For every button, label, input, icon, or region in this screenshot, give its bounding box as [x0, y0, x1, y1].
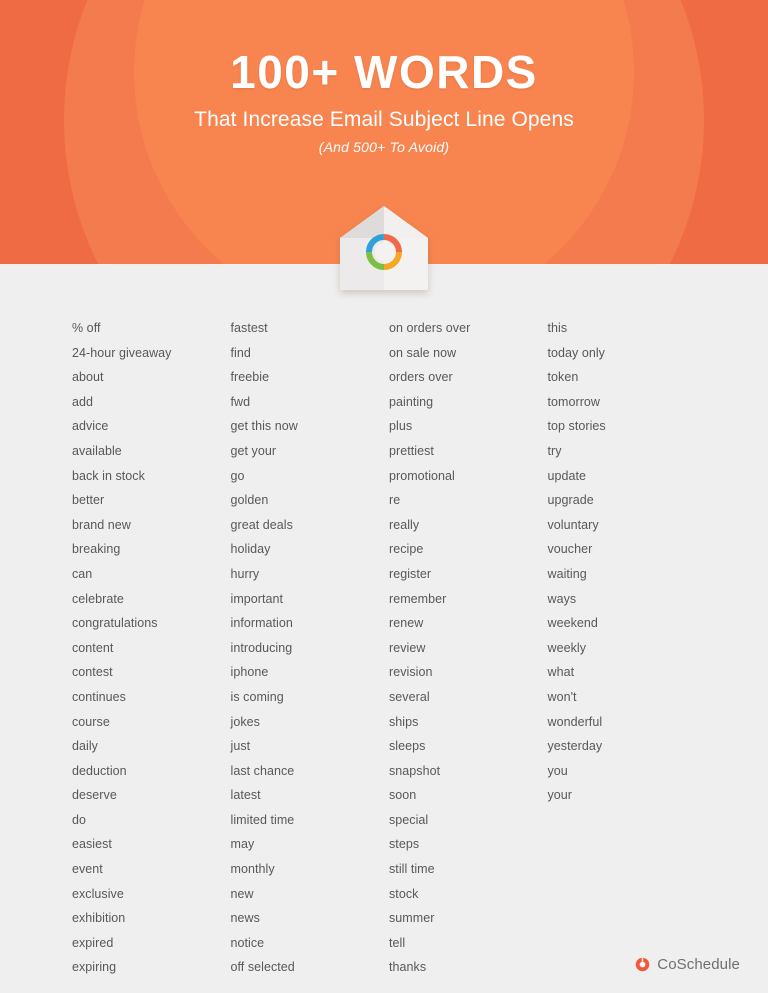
word-item: plus [389, 419, 413, 434]
page-title: 100+ WORDS [230, 46, 538, 98]
word-item: expired [72, 935, 114, 950]
word-item: just [230, 739, 251, 754]
word-item: golden [230, 493, 269, 508]
word-item: content [72, 640, 114, 655]
word-item: advice [72, 419, 109, 434]
word-item: deserve [72, 788, 117, 803]
word-item: course [72, 714, 110, 729]
word-item: still time [389, 862, 435, 877]
word-item: revision [389, 665, 433, 680]
word-item: promotional [389, 468, 455, 483]
word-item: this [547, 321, 568, 335]
word-item: ways [547, 591, 577, 606]
word-item: sleeps [389, 739, 426, 754]
word-item: 24-hour giveaway [72, 345, 172, 360]
word-item: update [547, 468, 587, 483]
footer-brand [635, 956, 740, 973]
word-item: wonderful [547, 714, 603, 729]
word-column-2 [231, 322, 390, 986]
word-item: great deals [230, 517, 293, 532]
word-item: waiting [547, 566, 587, 581]
word-item: yesterday [547, 739, 603, 754]
word-item: tell [389, 935, 406, 950]
word-item: you [547, 763, 568, 778]
word-item: about [72, 370, 104, 385]
word-item: really [389, 517, 420, 532]
word-item: won't [547, 689, 577, 704]
word-item: limited time [230, 812, 295, 827]
word-item: renew [389, 616, 424, 631]
word-item: news [230, 911, 260, 926]
word-item: today only [547, 345, 605, 360]
word-item: monthly [230, 862, 275, 877]
word-item: weekly [547, 640, 587, 655]
word-item: congratulations [72, 616, 158, 631]
word-item: may [230, 837, 255, 852]
word-item: summer [389, 911, 435, 926]
word-item: top stories [547, 419, 606, 434]
word-item: several [389, 689, 430, 704]
word-item: % off [72, 321, 101, 335]
word-item: introducing [230, 640, 293, 655]
word-column-1 [72, 322, 231, 986]
word-item: available [72, 443, 122, 458]
word-item: exhibition [72, 911, 126, 926]
word-item: your [547, 788, 573, 803]
word-item: soon [389, 788, 417, 803]
page-subtitle: That Increase Email Subject Line Opens [194, 108, 574, 132]
word-item: expiring [72, 960, 117, 975]
word-item: iphone [230, 665, 269, 680]
word-item: re [389, 493, 401, 508]
word-item: off selected [230, 960, 295, 975]
word-item: notice [230, 935, 265, 950]
word-item: ships [389, 714, 419, 729]
word-item: freebie [230, 370, 270, 385]
word-item: weekend [547, 616, 598, 631]
word-item: deduction [72, 763, 127, 778]
word-item: back in stock [72, 468, 145, 483]
word-list-section [0, 264, 768, 986]
word-item: new [230, 886, 254, 901]
word-item: register [389, 566, 432, 581]
word-item: stock [389, 886, 419, 901]
word-item: on sale now [389, 345, 457, 360]
word-item: last chance [230, 763, 295, 778]
word-item: get your [230, 443, 277, 458]
word-item: brand new [72, 517, 131, 532]
logo-badge [336, 200, 432, 296]
word-item: contest [72, 665, 113, 680]
page-sub-subtitle: (And 500+ To Avoid) [318, 139, 450, 156]
word-item: holiday [230, 542, 271, 557]
word-item: latest [230, 788, 261, 803]
word-column-3 [389, 322, 548, 986]
word-item: can [72, 566, 93, 581]
word-item: fwd [230, 394, 251, 409]
word-item: do [72, 812, 87, 827]
word-column-4 [548, 322, 707, 986]
word-item: voluntary [547, 517, 599, 532]
word-item: better [72, 493, 105, 508]
word-item: information [230, 616, 293, 631]
word-item: upgrade [547, 493, 594, 508]
word-item: on orders over [389, 321, 471, 335]
word-item: find [230, 345, 251, 360]
word-item: tomorrow [547, 394, 600, 409]
word-item: steps [389, 837, 420, 852]
word-item: voucher [547, 542, 593, 557]
word-item: continues [72, 689, 126, 704]
coschedule-mark-icon [635, 957, 650, 972]
word-item: exclusive [72, 886, 124, 901]
word-item: go [230, 468, 245, 483]
word-item: prettiest [389, 443, 434, 458]
word-item: important [230, 591, 284, 606]
word-item: painting [389, 394, 434, 409]
footer-brand-label: CoSchedule [657, 956, 740, 973]
word-item: remember [389, 591, 447, 606]
word-item: review [389, 640, 426, 655]
word-item: recipe [389, 542, 424, 557]
word-item: fastest [230, 321, 268, 335]
word-item: thanks [389, 960, 427, 975]
word-item: jokes [230, 714, 260, 729]
word-item: snapshot [389, 763, 441, 778]
word-item: get this now [230, 419, 298, 434]
word-item: daily [72, 739, 98, 754]
word-item: special [389, 812, 429, 827]
word-item: hurry [230, 566, 260, 581]
word-item: what [547, 665, 575, 680]
word-item: breaking [72, 542, 121, 557]
word-item: is coming [230, 689, 284, 704]
word-item: event [72, 862, 103, 877]
word-item: add [72, 394, 94, 409]
word-item: easiest [72, 837, 112, 852]
header-text-block [0, 0, 768, 155]
word-item: orders over [389, 370, 453, 385]
word-columns [0, 322, 768, 986]
word-item: token [547, 370, 579, 385]
color-ring-icon [366, 234, 402, 270]
word-item: celebrate [72, 591, 124, 606]
word-item: try [547, 443, 562, 458]
